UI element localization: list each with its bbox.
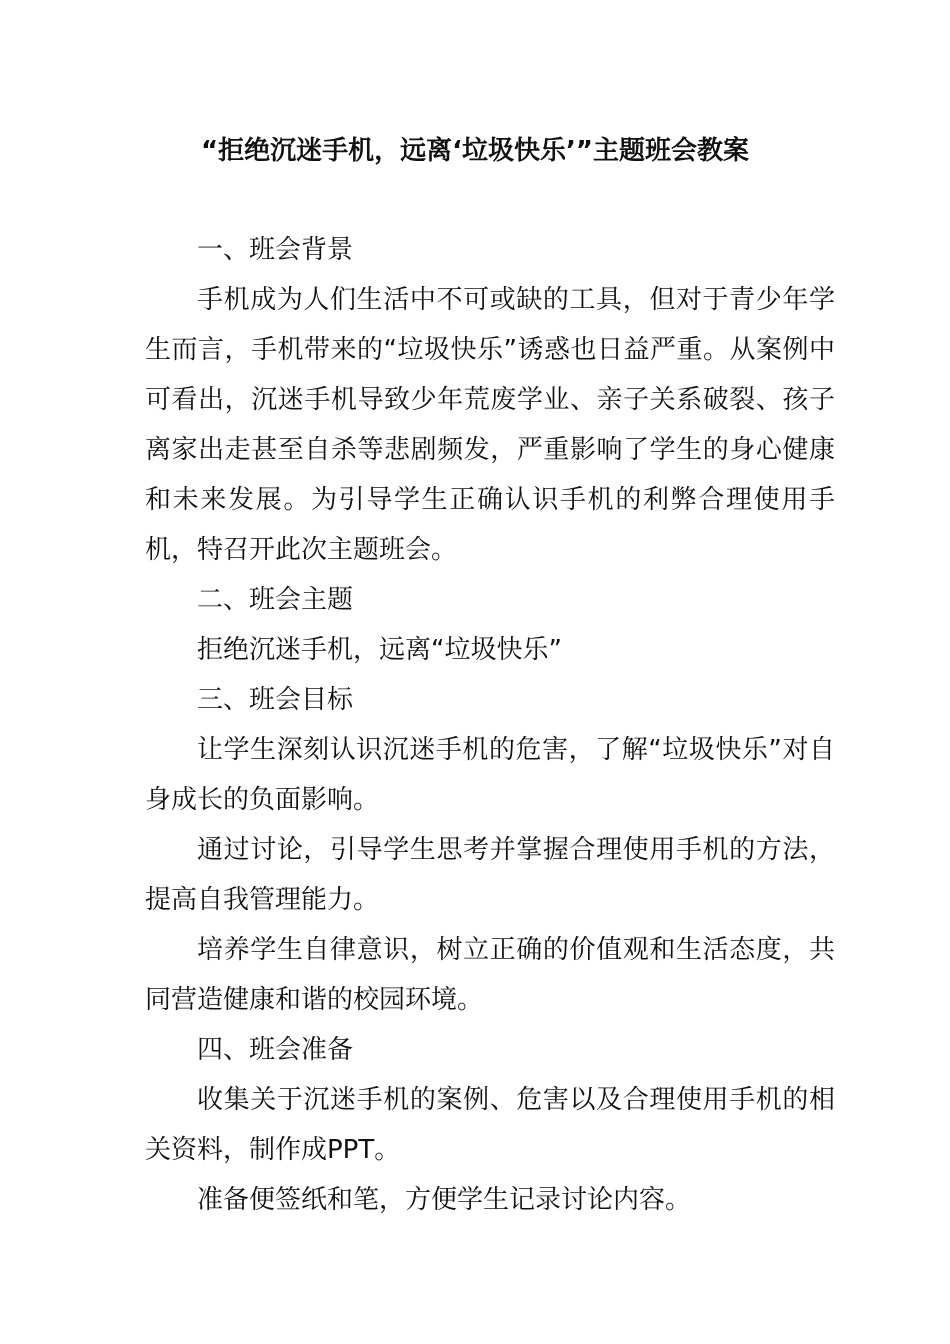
preparation-paragraph-1: 收集关于沉迷手机的案例、危害以及合理使用手机的相关资料，制作成PPT。 [145, 1085, 835, 1165]
preparation-paragraph-2: 准备便签纸和笔，方便学生记录讨论内容。 [197, 1185, 692, 1215]
goal-paragraph-3: 培养学生自律意识，树立正确的价值观和生活态度，共同营造健康和谐的校园环境。 [145, 935, 835, 1015]
theme-paragraph: 拒绝沉迷手机，远离“垃圾快乐” [197, 635, 562, 665]
document-title: “拒绝沉迷手机，远离‘垃圾快乐’”主题班会教案 [201, 136, 749, 166]
section-heading-theme: 二、班会主题 [197, 585, 354, 615]
section-heading-background: 一、班会背景 [197, 235, 354, 265]
section-heading-preparation: 四、班会准备 [197, 1035, 354, 1065]
background-paragraph: 手机成为人们生活中不可或缺的工具，但对于青少年学生而言，手机带来的“垃圾快乐”诱惑也日益严重。从案例中可看出，沉迷手机导致少年荒废学业、亲子关系破裂、孩子离家出走甚至自杀等悲剧频发，严重影响了学生的身心健康和未来发展。为引导学生正确认识手机的利弊合理使用手机，特召开此次主题班会。 [145, 285, 835, 565]
goal-paragraph-1: 让学生深刻认识沉迷手机的危害，了解“垃圾快乐”对自身成长的负面影响。 [145, 735, 835, 815]
goal-paragraph-2: 通过讨论，引导学生思考并掌握合理使用手机的方法，提高自我管理能力。 [145, 835, 835, 915]
section-heading-goals: 三、班会目标 [197, 685, 354, 715]
document-body [145, 225, 835, 1225]
